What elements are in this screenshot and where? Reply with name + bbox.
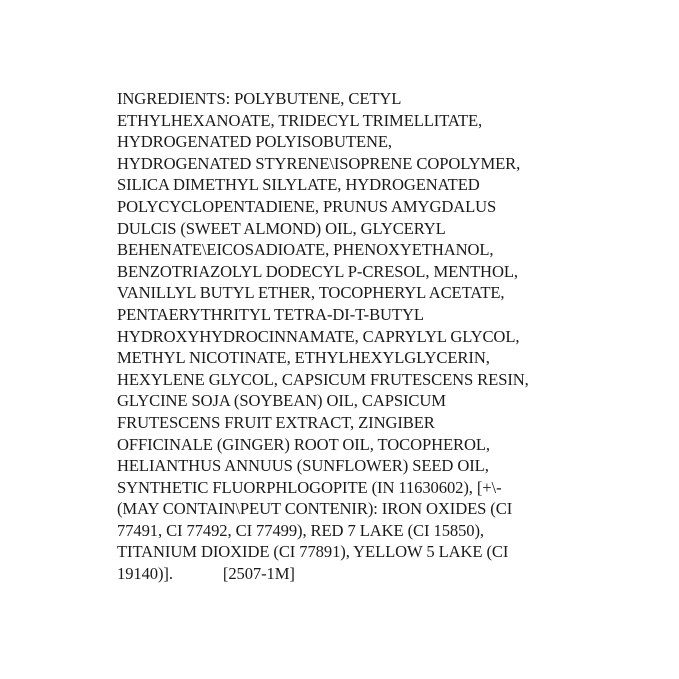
ingredients-line: HYDROGENATED POLYISOBUTENE, <box>117 132 392 152</box>
ingredients-line: GLYCINE SOJA (SOYBEAN) OIL, CAPSICUM <box>117 391 446 411</box>
ingredients-block <box>117 88 587 585</box>
batch-code: [2507-1M] <box>222 564 295 584</box>
ingredients-last-line <box>117 563 587 585</box>
ingredients-line: HYDROXYHYDROCINNAMATE, CAPRYLYL GLYCOL, <box>117 326 520 346</box>
ingredients-line: DULCIS (SWEET ALMOND) OIL, GLYCERYL <box>117 218 446 238</box>
ingredients-line: HYDROGENATED STYRENE\ISOPRENE COPOLYMER, <box>117 153 521 173</box>
ingredients-line: FRUTESCENS FRUIT EXTRACT, ZINGIBER <box>117 412 435 432</box>
ingredients-line: INGREDIENTS: POLYBUTENE, CETYL <box>117 89 402 108</box>
ingredients-line: OFFICINALE (GINGER) ROOT OIL, TOCOPHEROL, <box>117 434 490 454</box>
ingredients-line: 77491, CI 77492, CI 77499), RED 7 LAKE (CI 15850), <box>117 520 484 540</box>
ingredients-line: PENTAERYTHRITYL TETRA-DI-T-BUTYL <box>117 304 424 324</box>
ingredients-line: SYNTHETIC FLUORPHLOGOPITE (IN 11630602), [+\- <box>117 477 502 497</box>
ingredients-line: TITANIUM DIOXIDE (CI 77891), YELLOW 5 LAKE (CI <box>117 542 509 562</box>
ingredients-line: BEHENATE\EICOSADIOATE, PHENOXYETHANOL, <box>117 240 494 260</box>
ingredients-line: POLYCYCLOPENTADIENE, PRUNUS AMYGDALUS <box>117 196 497 216</box>
ingredients-line: METHYL NICOTINATE, ETHYLHEXYLGLYCERIN, <box>117 348 490 368</box>
ingredients-line: HEXYLENE GLYCOL, CAPSICUM FRUTESCENS RESIN, <box>117 369 529 389</box>
ingredients-line: ETHYLHEXANOATE, TRIDECYL TRIMELLITATE, <box>117 110 483 130</box>
ingredients-line: VANILLYL BUTYL ETHER, TOCOPHERYL ACETATE, <box>117 283 505 303</box>
ingredients-line: BENZOTRIAZOLYL DODECYL P-CRESOL, MENTHOL, <box>117 261 518 281</box>
ingredients-line: (MAY CONTAIN\PEUT CONTENIR): IRON OXIDES (CI <box>117 499 513 519</box>
ingredients-line-end: 19140)]. <box>117 564 173 584</box>
ingredients-line: HELIANTHUS ANNUUS (SUNFLOWER) SEED OIL, <box>117 456 489 476</box>
ingredients-line: SILICA DIMETHYL SILYLATE, HYDROGENATED <box>117 175 480 195</box>
